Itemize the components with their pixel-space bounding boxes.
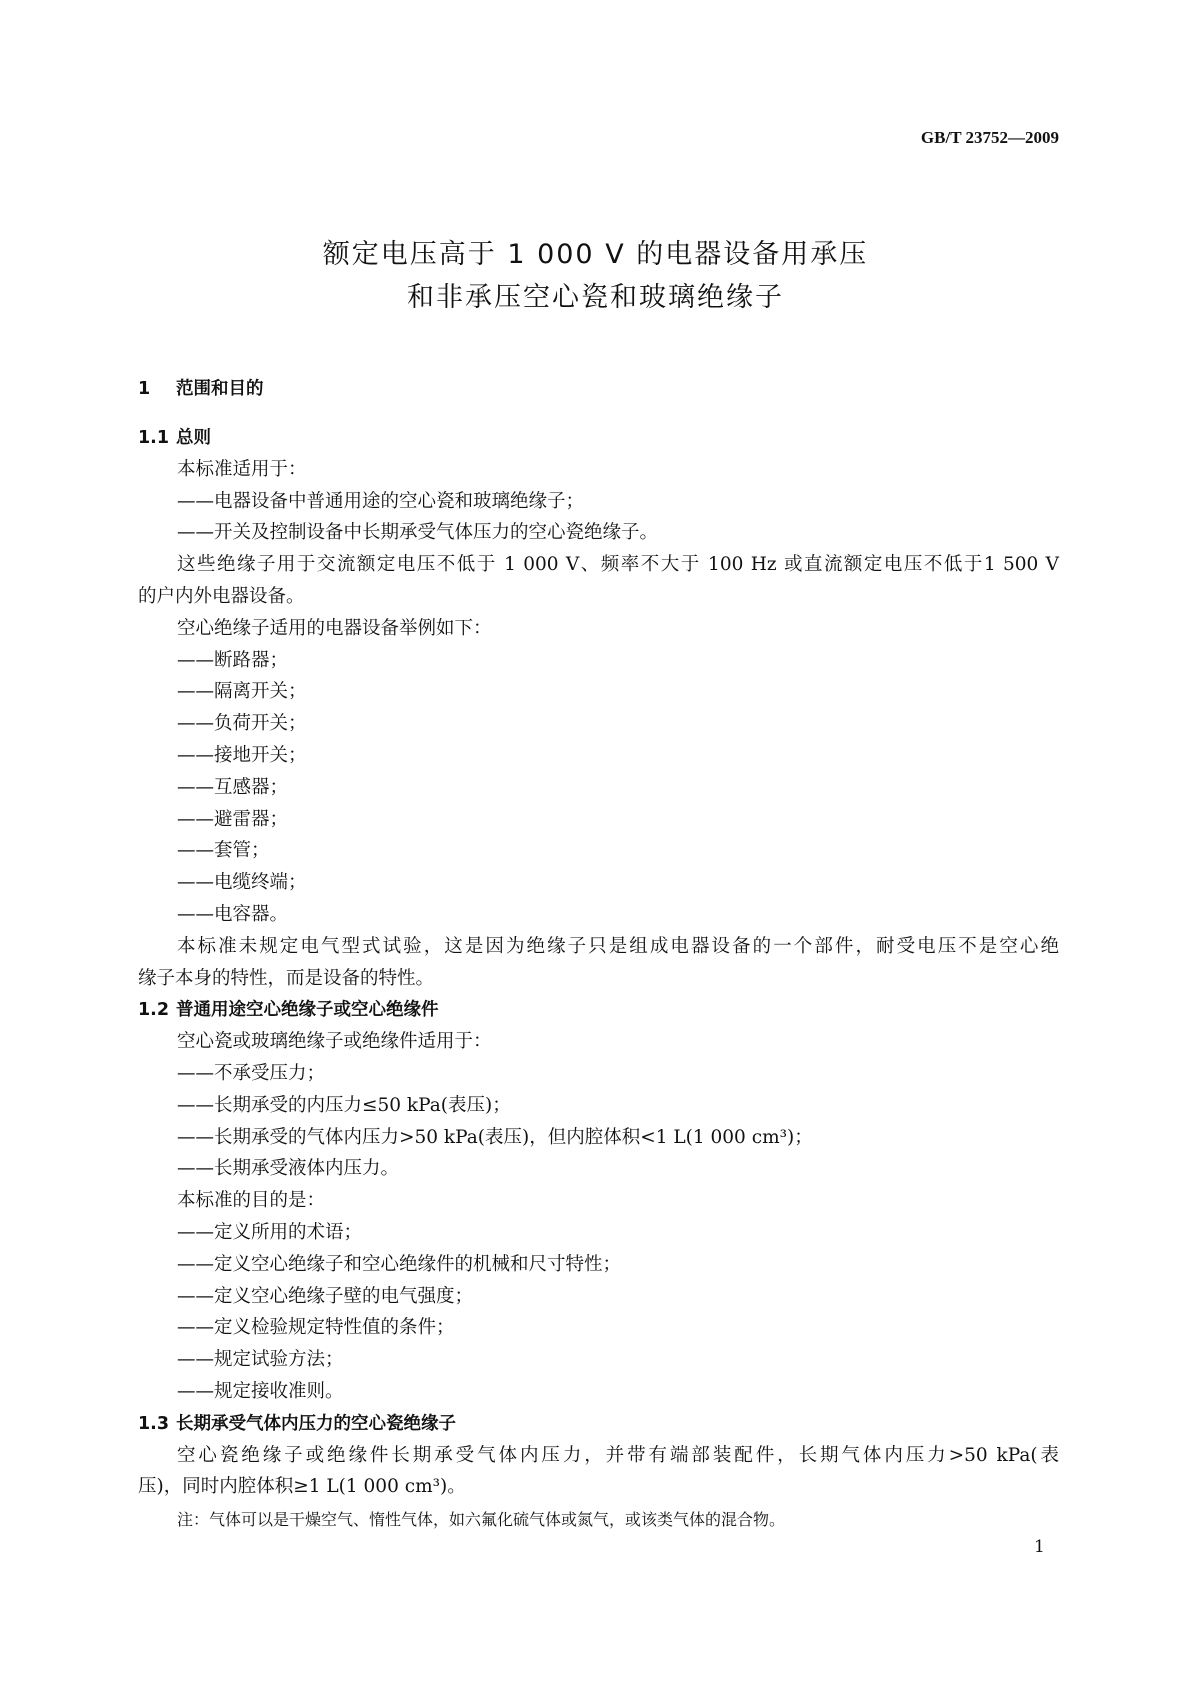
paragraph: 本标准的目的是： (177, 1190, 326, 1211)
paragraph-line: 缘子本身的特性，而是设备的特性。 (138, 968, 435, 989)
list-item: ——长期承受液体内压力。 (177, 1158, 400, 1179)
list-item: ——规定接收准则。 (177, 1381, 344, 1402)
list-item: ——定义空心绝缘子和空心绝缘件的机械和尺寸特性； (177, 1254, 622, 1275)
paragraph-line: 本标准未规定电气型式试验，这是因为绝缘子只是组成电器设备的一个部件，耐受电压不是空心绝 (177, 936, 1059, 957)
paragraph-line: 压)，同时内腔体积≥1 L(1 000 cm³)。 (138, 1476, 466, 1497)
document-title-line-2: 和非承压空心瓷和玻璃绝缘子 (407, 282, 784, 313)
section-title: 总则 (176, 428, 211, 448)
standard-number: GB/T 23752—2009 (920, 128, 1059, 147)
section-heading-1 (138, 378, 264, 400)
list-item: ——电缆终端； (177, 872, 307, 893)
paragraph: 空心绝缘子适用的电器设备举例如下： (177, 618, 492, 639)
note: 注：气体可以是干燥空气、惰性气体，如六氟化硫气体或氮气，或该类气体的混合物。 (177, 1510, 786, 1529)
section-heading-1-1 (138, 427, 211, 449)
section-heading-1-2 (138, 999, 439, 1021)
document-title-line-1: 额定电压高于 1 000 V 的电器设备用承压 (322, 239, 869, 270)
paragraph-line: 的户内外电器设备。 (138, 586, 305, 607)
paragraph-line: 空心瓷绝缘子或绝缘件长期承受气体内压力，并带有端部装配件，长期气体内压力>50 kPa(表 (177, 1445, 1059, 1466)
list-item: ——不承受压力； (177, 1063, 326, 1084)
list-item: ——断路器； (177, 650, 289, 671)
list-item: ——避雷器； (177, 809, 289, 830)
list-item: ——接地开关； (177, 745, 307, 766)
list-item: ——长期承受的内压力≤50 kPa(表压)； (177, 1095, 511, 1116)
section-number: 1 (138, 379, 151, 399)
section-heading-1-3 (138, 1413, 456, 1435)
section-number: 1.3 (138, 1414, 170, 1434)
list-item: ——隔离开关； (177, 681, 307, 702)
page-number: 1 (1034, 1537, 1045, 1557)
list-item: ——定义所用的术语； (177, 1222, 363, 1243)
list-item: ——定义检验规定特性值的条件； (177, 1317, 455, 1338)
section-title: 普通用途空心绝缘子或空心绝缘件 (176, 1000, 439, 1020)
section-title: 长期承受气体内压力的空心瓷绝缘子 (176, 1414, 456, 1434)
list-item: ——长期承受的气体内压力>50 kPa(表压)，但内腔体积<1 L(1 000 cm³)； (177, 1127, 813, 1148)
paragraph-line: 这些绝缘子用于交流额定电压不低于 1 000 V、频率不大于 100 Hz 或直流额定电压不低于1 500 V (177, 554, 1059, 575)
list-item: ——互感器； (177, 777, 289, 798)
list-item: ——定义空心绝缘子壁的电气强度； (177, 1286, 474, 1307)
list-item: ——开关及控制设备中长期承受气体压力的空心瓷绝缘子。 (177, 522, 659, 543)
section-number: 1.2 (138, 1000, 170, 1020)
list-item: ——负荷开关； (177, 713, 307, 734)
paragraph: 本标准适用于： (177, 459, 307, 480)
list-item: ——规定试验方法； (177, 1349, 344, 1370)
section-number: 1.1 (138, 428, 170, 448)
section-title: 范围和目的 (176, 379, 264, 399)
paragraph: 空心瓷或玻璃绝缘子或绝缘件适用于： (177, 1031, 492, 1052)
list-item: ——电器设备中普通用途的空心瓷和玻璃绝缘子； (177, 491, 585, 512)
list-item: ——电容器。 (177, 904, 289, 925)
list-item: ——套管； (177, 840, 270, 861)
